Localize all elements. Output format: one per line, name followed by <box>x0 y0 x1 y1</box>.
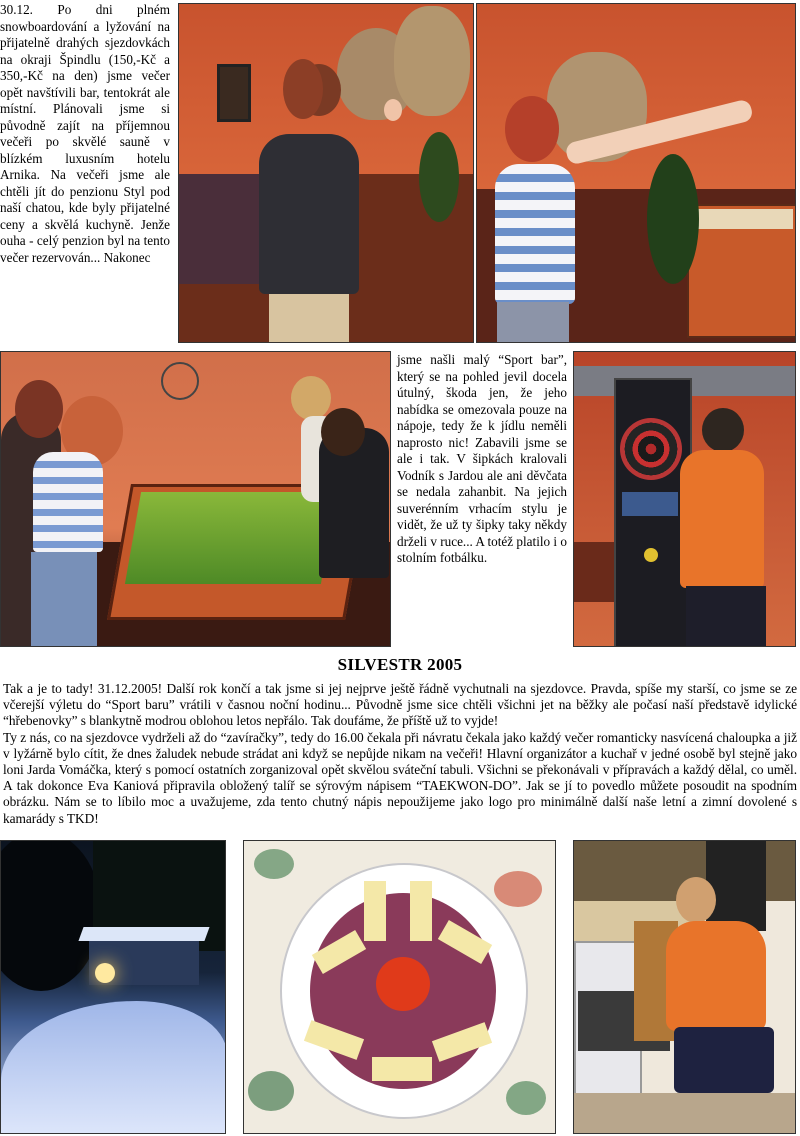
photo-cook-oven <box>573 840 796 1134</box>
intro-column-text: 30.12. Po dni plném snowboardování a lyžování na přijatelně drahých sjezdovkách na okraji Špindlu (150,-Kč a 350,-Kč na den) jsme večer opět navštívili bar, tentokrát ale místní. Plánovali jsme si původně zajít na příjemnou večeři po skvělé sauně v blízkém luxusním hotelu Arnika. Na večeři jsme ale chtěli jít do penzionu Styl pod naší chatou, kde byly přijatelné ceny a skvělá kuchyně. Jenže ouha - celý penzion byl na tento večer rezervován... Nakonec <box>0 2 170 265</box>
silvestr-article <box>3 681 797 827</box>
section-title: SILVESTR 2005 <box>337 655 463 674</box>
article-paragraph-1: Tak a je to tady! 31.12.2005! Další rok končí a tak jsme si jej nejprve ještě řádně vychutnali na sjezdovce. Pravda, spíše my starší, co jsme se ze včerejší výletu do “Sport baru” vrátili v časnou noční hodinu... Původně jsme sice chtěli všichni jet na běžky ale počasí naší představě idylické “hřebenovky” s blankytně modrou oblohou letos nepřálo. Tak doufáme, že příště už to vyjde! <box>3 681 797 729</box>
middle-column-text: jsme našli malý “Sport bar”, který se na pohled jevil docela útulný, škoda jen, že jeho nabídka se omezovala pouze na nápoje, tedy že k jídlu neměli naprosto nic! Zabavili jsme se ale i tak. V šipkách kralovali Vodník s Jardou ale ani děvčata se nedala zahanbit. Na jejich suverénním vrhacím stylu je vidět, že už ty šipky taky někdy drželi v ruce... A totéž platilo i o stolním fotbálku. <box>397 352 567 565</box>
article-paragraph-2: Ty z nás, co na sjezdovce vydrželi až do “zavíračky”, tedy do 16.00 čekala při návratu čekala jako každý večer romanticky nasvícená chaloupka a již v lyžárně bylo cítit, že dnes žaludek nebude strádat ani když se nepůjde nikam na večeři! Hlavní organizátor a kuchař v jedné osobě byl stejně jako loni Jarda Vomáčka, který s pomocí ostatních zorganizoval opět skvělou sváteční tabuli. Všichni se překonávali v přípravách a každý dělal, co uměl. A tak dokonce Eva Kaniová připravila obložený talíř se sýrovým nápisem “TAEKWON-DO”. Jak se jí to povedlo můžete posoudit na spodním obrázku. Nám se to líbilo moc a uvažujeme, zda tento chutný nápis nepoužijeme jako logo pro minimálně další naše letní a zimní dovolené s kamarády s TKD! <box>3 729 797 826</box>
photo-taekwondo-cheese-platter <box>243 840 556 1134</box>
photo-foosball-table <box>0 351 391 647</box>
photo-dartboard-machine <box>573 351 796 647</box>
photo-darts-girl-left <box>178 3 474 343</box>
photo-darts-girl-right <box>476 3 796 343</box>
photo-cabin-snow-night <box>0 840 226 1134</box>
